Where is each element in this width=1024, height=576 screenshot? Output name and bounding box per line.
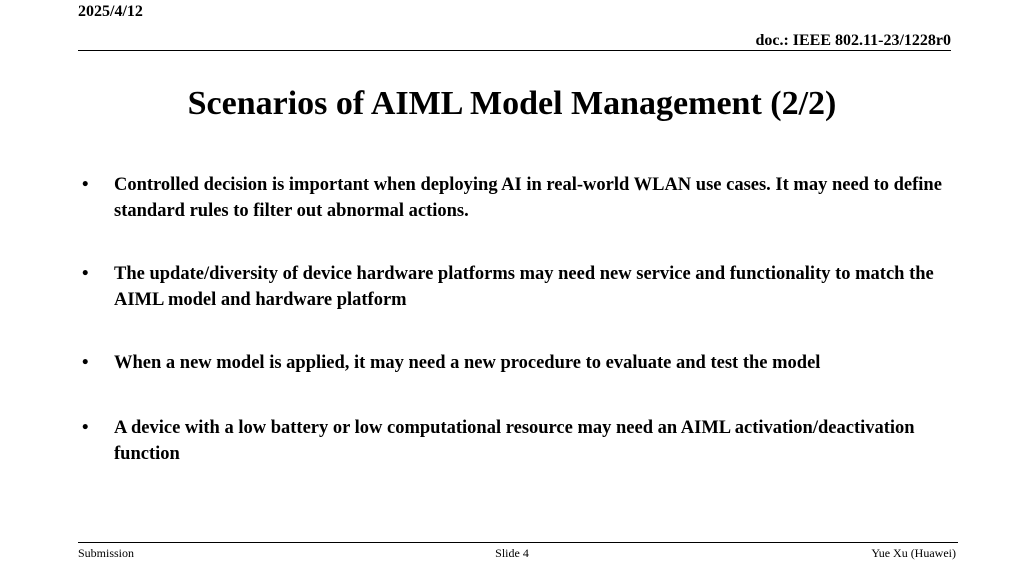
slide-title: Scenarios of AIML Model Management (2/2) xyxy=(187,85,837,122)
header-divider xyxy=(78,50,951,51)
bullet-marker: • xyxy=(82,264,89,284)
bullet-marker: • xyxy=(82,353,89,373)
list-item xyxy=(82,415,952,467)
bullet-text: Controlled decision is important when deploying AI in real-world WLAN use cases. It may need to define standard rules to filter out abnormal actions. xyxy=(114,175,942,221)
list-item xyxy=(82,261,952,313)
footer-author: Yue Xu (Huawei) xyxy=(871,546,956,560)
bullet-text: The update/diversity of device hardware platforms may need new service and functionality to match the AIML model and hardware platform xyxy=(114,264,934,310)
list-item xyxy=(82,172,952,224)
list-item xyxy=(82,350,952,376)
bullet-text: When a new model is applied, it may need a new procedure to evaluate and test the model xyxy=(114,353,821,373)
footer-slide-number: Slide 4 xyxy=(495,546,529,560)
header-date: 2025/4/12 xyxy=(78,3,143,20)
footer-divider xyxy=(78,542,958,543)
footer-submission: Submission xyxy=(78,546,135,560)
header-doc-id: doc.: IEEE 802.11-23/1228r0 xyxy=(755,32,951,49)
bullet-text: A device with a low battery or low computational resource may need an AIML activation/deactivation function xyxy=(114,418,915,464)
bullet-marker: • xyxy=(82,418,89,438)
bullet-marker: • xyxy=(82,175,89,195)
